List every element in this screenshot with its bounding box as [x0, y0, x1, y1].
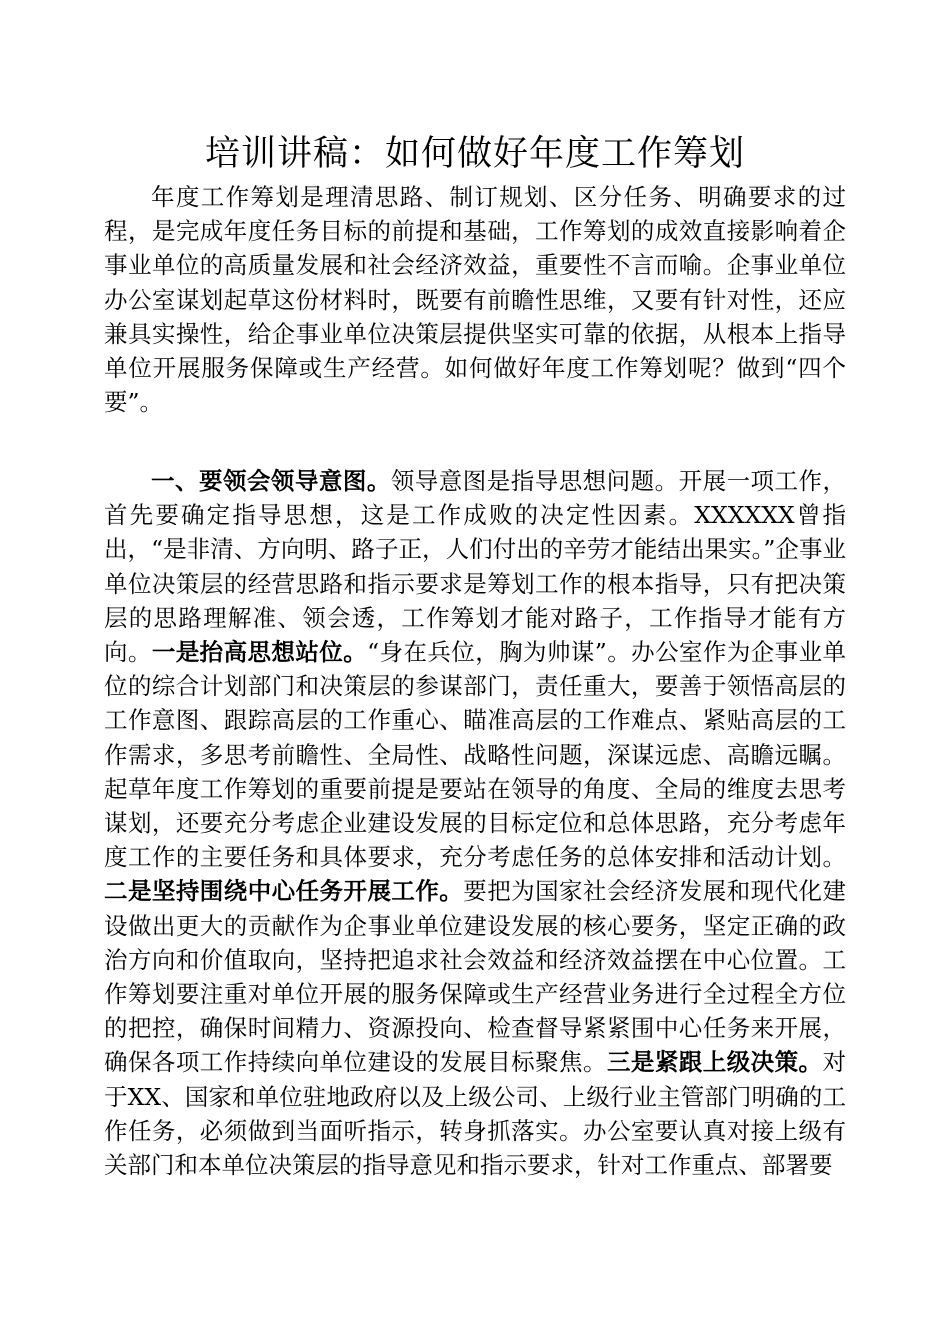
document-title: 培训讲稿：如何做好年度工作筹划	[204, 134, 745, 174]
section-1-text-c: 要把为国家社会经济发展和现代化建设做出更大的贡献作为企事业单位建设发展的核心要务，坚定正确的政治方向和价值取向，坚持把追求社会效益和经济效益摆在中心位置。工作筹划要注重对单位开展的服务保障或生产经营业务进行全过程全方位的把控，确保时间精力、资源投向、检查督导紧紧围中心任务来开展，确保各项工作持续向单位建设的发展目标聚焦。	[104, 877, 846, 1077]
section-1-point-3: 三是紧跟上级决策。	[606, 1048, 823, 1077]
section-1-point-1: 一是抬高思想站位。	[151, 638, 368, 667]
intro-paragraph: 年度工作筹划是理清思路、制订规划、区分任务、明确要求的过程，是完成年度任务目标的前提和基础，工作筹划的成效直接影响着企事业单位的高质量发展和社会经济效益，重要性不言而喻。企事业单位办公室谋划起草这份材料时，既要有前瞻性思维，又要有针对性，还应兼具实操性，给企事业单位决策层提供坚实可靠的依据，从根本上指导单位开展服务保障或生产经营。如何做好年度工作筹划呢？做到“四个要”。	[104, 183, 846, 417]
section-1-point-2: 二是坚持围绕中心任务开展工作。	[104, 877, 464, 906]
section-1-heading: 一、要领会领导意图。	[151, 467, 391, 495]
section-1-text-b: “身在兵位，胸为帅谋”。办公室作为企事业单位的综合计划部门和决策层的参谋部门，责任重大，要善于领悟高层的工作意图、跟踪高层的工作重心、瞄准高层的工作难点、紧贴高层的工作需求，多思考前瞻性、全局性、战略性问题，深谋远虑、高瞻远瞩。起草年度工作筹划的重要前提是要站在领导的角度、全局的维度去思考谋划，还要充分考虑企业建设发展的目标定位和总体思路，充分考虑年度工作的主要任务和具体要求，充分考虑任务的总体安排和活动计划。	[104, 638, 847, 872]
section-1-paragraph	[104, 464, 846, 1182]
section-1-text-a: 领导意图是指导思想问题。开展一项工作，首先要确定指导思想，这是工作成败的决定性因素。XXXXXX曾指出，“是非清、方向明、路子正，人们付出的辛劳才能结出果实。”企事业单位决策层的经营思路和指示要求是筹划工作的根本指导，只有把决策层的思路理解准、领会透，工作筹划才能对路子，工作指导才能有方向。	[104, 467, 847, 667]
section-1-text-d: 对于XX、国家和单位驻地政府以及上级公司、上级行业主管部门明确的工作任务，必须做到当面听指示，转身抓落实。办公室要认真对接上级有关部门和本单位决策层的指导意见和指示要求，针对工作重点、部署要	[104, 1048, 847, 1180]
